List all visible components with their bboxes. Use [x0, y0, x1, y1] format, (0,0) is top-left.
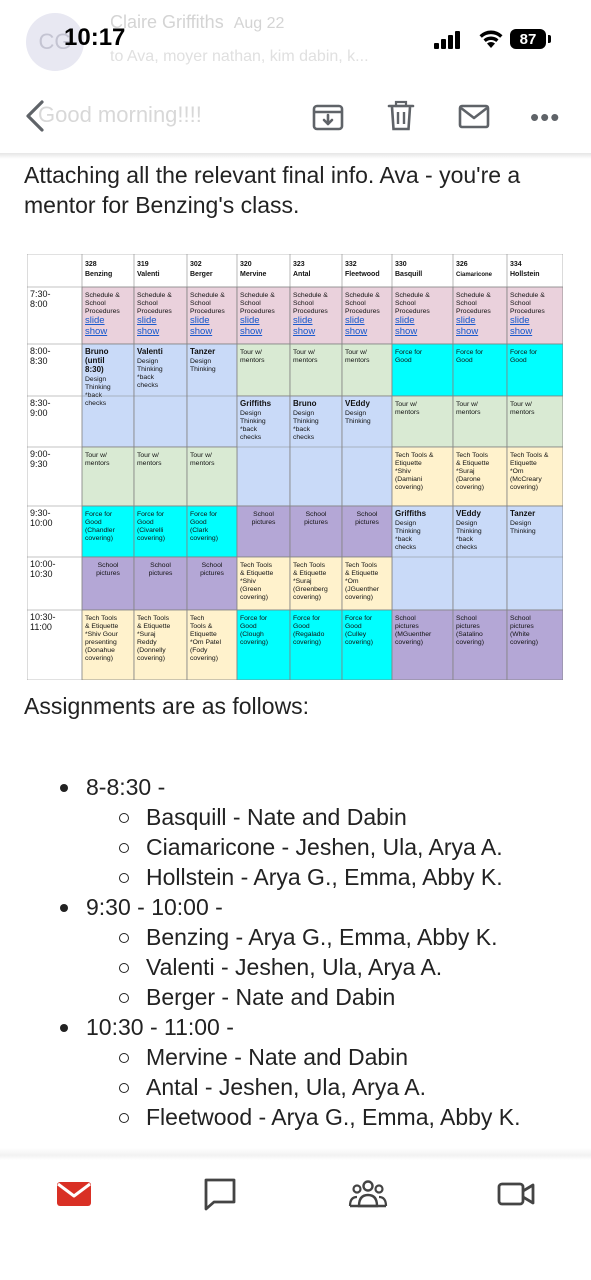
- column-teacher: Fleetwood: [345, 271, 380, 278]
- cell-text: (Greenberg: [293, 586, 328, 593]
- cell-text: Procedures: [190, 308, 225, 315]
- cell-text: *back: [293, 426, 311, 433]
- cell-text: Thinking: [510, 528, 536, 535]
- cell-heading: Tanzer: [510, 509, 536, 518]
- cell-text: Tech Tools: [345, 562, 377, 569]
- cell-text: covering): [137, 655, 165, 662]
- cell-text: School: [150, 562, 171, 569]
- cell-text: Tech Tools: [456, 452, 488, 459]
- cell-text: Good: [510, 357, 527, 364]
- cell-heading: Bruno: [85, 347, 109, 356]
- cell-text: School: [97, 562, 119, 569]
- cell-text: *Shiv: [240, 578, 256, 585]
- column-teacher: Valenti: [137, 271, 160, 278]
- slideshow-link: slide: [395, 315, 415, 326]
- slideshow-link: show: [137, 326, 160, 337]
- cell-text: (Fody: [190, 647, 208, 654]
- cell-text: presenting: [85, 639, 117, 646]
- message-intro: Attaching all the relevant final info. Ava - you're a mentor for Benzing's class.: [24, 162, 521, 218]
- cell-text: Tour w/: [345, 349, 367, 356]
- cell-text: covering): [240, 594, 268, 601]
- cell-text: covering): [85, 535, 113, 542]
- cell-text: Procedures: [395, 308, 430, 315]
- cell-text: pictures: [304, 519, 328, 526]
- cell-text: pictures: [148, 570, 173, 577]
- cell-text: mentors: [293, 357, 318, 364]
- cell-text: checks: [456, 544, 478, 551]
- assignment-item: Valenti - Jeshen, Ula, Arya A.: [146, 952, 521, 982]
- cell-text: (McCreary: [510, 476, 542, 483]
- cell-text: *Suraj: [137, 631, 156, 638]
- cell-text: Good: [85, 519, 102, 526]
- cell-text: School: [510, 615, 531, 622]
- more-options-icon[interactable]: •••: [530, 102, 561, 132]
- cell-text: Schedule &: [240, 292, 275, 299]
- assignment-time: 9:30 - 10:00 -: [86, 894, 223, 920]
- assignment-item: Ciamaricone - Jeshen, Ula, Arya A.: [146, 832, 521, 862]
- cell-text: covering): [85, 655, 113, 662]
- cell-text: covering): [395, 484, 423, 491]
- sent-date: Aug 22: [233, 15, 285, 32]
- cell-text: Design: [395, 520, 417, 527]
- cell-text: Schedule &: [190, 292, 225, 299]
- cell-text: Design: [85, 376, 107, 383]
- cell-text: (Donahue: [85, 647, 115, 654]
- header-divider: [0, 153, 591, 159]
- cell-text: pictures: [355, 519, 379, 526]
- cell-text: Schedule &: [137, 292, 172, 299]
- cell-text: pictures: [510, 623, 534, 630]
- cell-text: *back: [240, 426, 258, 433]
- wifi-icon: [477, 27, 505, 49]
- cell-text: Etiquette: [395, 460, 422, 467]
- signal-icon: [434, 31, 464, 49]
- column-teacher: Basquill: [395, 271, 423, 278]
- cell-text: (Regalado: [293, 631, 325, 638]
- assignment-item: Mervine - Nate and Dabin: [146, 1042, 521, 1072]
- cell-text: Good: [395, 357, 412, 364]
- cell-text: Thinking: [240, 418, 266, 425]
- cell-text: checks: [293, 434, 315, 441]
- cell-text: *back: [85, 392, 103, 399]
- cell-text: (JGuenther: [345, 586, 380, 593]
- sender-name-text: Claire Griffiths: [110, 12, 224, 32]
- cell-text: (MGuenther: [395, 631, 432, 638]
- cell-text: mentors: [345, 357, 370, 364]
- cell-text: covering): [456, 484, 484, 491]
- cell-text: (Chandler: [85, 527, 115, 534]
- cell-text: checks: [85, 400, 107, 407]
- slideshow-link: slide: [240, 315, 260, 326]
- cell-text: Schedule &: [345, 292, 380, 299]
- column-room: 332: [345, 261, 357, 268]
- cell-text: *Om: [345, 578, 359, 585]
- cell-text: School: [510, 300, 531, 307]
- cell-text: School: [293, 300, 314, 307]
- cell-text: Good: [456, 357, 473, 364]
- battery-tip: [548, 35, 551, 43]
- time-label: 8:30: [30, 356, 48, 366]
- cell-text: Thinking: [85, 384, 111, 391]
- cell-text: Design: [190, 358, 212, 365]
- cell-text: *Om: [510, 468, 524, 475]
- column-room: 334: [510, 261, 522, 268]
- cell-heading: Griffiths: [395, 509, 427, 518]
- cell-text: Design: [510, 520, 532, 527]
- cell-heading: VEddy: [456, 509, 481, 518]
- cell-text: covering): [510, 639, 538, 646]
- cell-text: School: [345, 300, 366, 307]
- cell-text: Thinking: [137, 366, 163, 373]
- bottom-nav: [0, 1160, 591, 1280]
- slideshow-link: show: [345, 326, 368, 337]
- slideshow-link: slide: [137, 315, 157, 326]
- cell-text: & Etiquette: [345, 570, 379, 577]
- cell-text: Schedule &: [395, 292, 430, 299]
- cell-text: Procedures: [293, 308, 328, 315]
- cell-text: Tour w/: [190, 452, 212, 459]
- cell-heading: (until: [85, 356, 105, 365]
- cell-text: Tour w/: [240, 349, 262, 356]
- cell-text: (Darone: [456, 476, 481, 483]
- time-label: 8:00: [30, 299, 48, 309]
- cell-text: pictures: [96, 570, 120, 577]
- cell-text: Tech Tools: [293, 562, 325, 569]
- cell-text: checks: [395, 544, 417, 551]
- assignment-group: [56, 1012, 521, 1132]
- cell-text: Good: [240, 623, 257, 630]
- cell-text: School: [253, 511, 274, 518]
- cell-text: covering): [345, 639, 373, 646]
- cell-text: Reddy: [137, 639, 157, 646]
- subject-line: Good morning!!!!: [38, 102, 202, 127]
- column-teacher: Benzing: [85, 271, 113, 278]
- cell-text: *Suraj: [456, 468, 475, 475]
- sender-name: [110, 12, 284, 33]
- cell-text: Tools &: [190, 623, 213, 630]
- cell-text: Tech Tools: [85, 615, 117, 622]
- time-label: 8:00-: [30, 346, 51, 356]
- assignment-time: 8-8:30 -: [86, 774, 166, 800]
- cell-text: Tech Tools &: [395, 452, 434, 459]
- cell-text: School: [240, 300, 261, 307]
- time-label: 10:00-: [30, 559, 56, 569]
- cell-text: Thinking: [190, 366, 216, 373]
- slideshow-link: slide: [345, 315, 365, 326]
- cell-text: Thinking: [395, 528, 421, 535]
- cell-text: mentors: [395, 409, 420, 416]
- slideshow-link: slide: [510, 315, 530, 326]
- cell-text: Tour w/: [137, 452, 159, 459]
- recipients-line: to Ava, moyer nathan, kim dabin, k...: [110, 48, 369, 65]
- schedule-image: [27, 254, 563, 680]
- cell-text: Tech Tools: [137, 615, 169, 622]
- slideshow-link: show: [456, 326, 479, 337]
- cell-text: Force for: [456, 349, 484, 356]
- cell-text: covering): [190, 535, 218, 542]
- status-bar: [0, 0, 591, 80]
- assignments-heading: Assignments are as follows:: [24, 693, 310, 719]
- cell-text: mentors: [456, 409, 481, 416]
- cell-text: covering): [190, 655, 218, 662]
- column-room: 320: [240, 261, 252, 268]
- cell-text: School: [190, 300, 211, 307]
- cell-text: Tech: [190, 615, 205, 622]
- cell-heading: Valenti: [137, 347, 163, 356]
- cell-text: Procedures: [510, 308, 545, 315]
- slideshow-link: show: [510, 326, 533, 337]
- cell-heading: VEddy: [345, 399, 370, 408]
- assignment-item: Fleetwood - Arya G., Emma, Abby K.: [146, 1104, 521, 1130]
- mail-icon[interactable]: [457, 100, 491, 132]
- cell-text: (Damiani: [395, 476, 423, 483]
- cell-text: Good: [293, 623, 310, 630]
- cell-text: Etiquette: [510, 460, 537, 467]
- cell-text: (White: [510, 631, 530, 638]
- time-label: 10:00: [30, 518, 53, 528]
- time-label: 9:00-: [30, 449, 51, 459]
- column-teacher: Mervine: [240, 271, 267, 278]
- cell-text: *Om Patel: [190, 639, 221, 646]
- cell-text: & Etiquette: [240, 570, 274, 577]
- cell-text: (Clough: [240, 631, 264, 638]
- column-room: 319: [137, 261, 149, 268]
- cell-text: Good: [345, 623, 362, 630]
- column-room: 330: [395, 261, 407, 268]
- cell-text: Force for: [190, 511, 218, 518]
- cell-text: Force for: [85, 511, 113, 518]
- cell-text: Tour w/: [510, 401, 532, 408]
- cell-text: & Etiquette: [137, 623, 171, 630]
- cell-text: mentors: [85, 460, 110, 467]
- chat-icon[interactable]: [200, 1176, 240, 1212]
- cell-text: (Culley: [345, 631, 367, 638]
- cell-text: covering): [293, 639, 321, 646]
- spaces-icon[interactable]: [348, 1176, 388, 1212]
- cell-text: & Etiquette: [456, 460, 490, 467]
- cell-text: *Shiv Gour: [85, 631, 118, 638]
- gmail-icon[interactable]: [54, 1176, 94, 1212]
- assignment-item: Hollstein - Arya G., Emma, Abby K.: [146, 862, 521, 892]
- cell-text: School: [456, 615, 477, 622]
- slideshow-link: slide: [293, 315, 313, 326]
- cell-text: (Clark: [190, 527, 209, 534]
- cell-text: pictures: [456, 623, 480, 630]
- cell-text: Design: [456, 520, 478, 527]
- battery-level: 87: [510, 29, 546, 49]
- assignment-time: 10:30 - 11:00 -: [86, 1014, 234, 1040]
- slideshow-link: show: [190, 326, 213, 337]
- cell-text: Procedures: [85, 308, 120, 315]
- cell-text: & Etiquette: [293, 570, 327, 577]
- assignment-item: Basquill - Nate and Dabin: [146, 802, 521, 832]
- assignment-group: [56, 772, 521, 892]
- time-label: 9:30: [30, 459, 48, 469]
- cell-heading: Bruno: [293, 399, 317, 408]
- cell-text: School: [456, 300, 477, 307]
- status-time: 10:17: [64, 24, 126, 51]
- assignment-group: [56, 892, 521, 1012]
- cell-text: Tour w/: [293, 349, 315, 356]
- cell-text: covering): [345, 594, 373, 601]
- video-icon[interactable]: [496, 1176, 536, 1212]
- cell-text: Force for: [395, 349, 423, 356]
- cell-text: Tour w/: [85, 452, 107, 459]
- cell-text: Design: [240, 410, 262, 417]
- cell-text: pictures: [200, 570, 224, 577]
- slideshow-link: slide: [190, 315, 210, 326]
- slideshow-link: show: [395, 326, 418, 337]
- cell-text: checks: [137, 382, 159, 389]
- cell-text: Tech Tools: [240, 562, 272, 569]
- cell-text: covering): [137, 535, 165, 542]
- slideshow-link: slide: [85, 315, 105, 326]
- cell-text: mentors: [240, 357, 265, 364]
- slideshow-link: show: [293, 326, 316, 337]
- column-room: 328: [85, 261, 97, 268]
- cell-text: Schedule &: [510, 292, 545, 299]
- archive-icon[interactable]: [311, 100, 345, 132]
- cell-text: mentors: [137, 460, 162, 467]
- cell-text: *Suraj: [293, 578, 312, 585]
- cell-text: School: [356, 511, 378, 518]
- cell-text: covering): [293, 594, 321, 601]
- cell-text: Schedule &: [293, 292, 328, 299]
- assignment-item: Antal - Jeshen, Ula, Arya A.: [146, 1072, 521, 1102]
- cell-text: Schedule &: [456, 292, 491, 299]
- sender-avatar: CG: [26, 13, 84, 71]
- cell-text: School: [395, 300, 416, 307]
- cell-text: Force for: [293, 615, 321, 622]
- cell-text: pictures: [395, 623, 419, 630]
- time-label: 11:00: [30, 622, 52, 632]
- slideshow-link: show: [85, 326, 108, 337]
- cell-text: School: [305, 511, 327, 518]
- assignment-item: Berger - Nate and Dabin: [146, 982, 521, 1012]
- cell-text: Design: [293, 410, 315, 417]
- cell-heading: Tanzer: [190, 347, 216, 356]
- column-teacher: Ciamaricone: [456, 272, 493, 278]
- cell-text: (Civarelli: [137, 527, 164, 534]
- cell-text: Tour w/: [456, 401, 478, 408]
- column-room: 323: [293, 261, 305, 268]
- cell-text: mentors: [190, 460, 215, 467]
- cell-text: Force for: [240, 615, 268, 622]
- cell-text: (Satalino: [456, 631, 483, 638]
- cell-text: mentors: [510, 409, 535, 416]
- cell-text: Good: [137, 519, 154, 526]
- cell-text: checks: [240, 434, 262, 441]
- slideshow-link: slide: [456, 315, 476, 326]
- assignments-list: [56, 772, 521, 1132]
- cell-text: Schedule &: [85, 292, 120, 299]
- cell-text: pictures: [251, 519, 276, 526]
- cell-text: Procedures: [137, 308, 172, 315]
- cell-text: *back: [456, 536, 474, 543]
- column-teacher: Hollstein: [510, 271, 540, 278]
- column-teacher: Berger: [190, 271, 213, 278]
- cell-text: Design: [137, 358, 159, 365]
- cell-text: Force for: [137, 511, 165, 518]
- cell-text: covering): [395, 639, 423, 646]
- cell-text: Tech Tools &: [510, 452, 549, 459]
- assignment-item: Benzing - Arya G., Emma, Abby K.: [146, 922, 521, 952]
- cell-text: *Shiv: [395, 468, 411, 475]
- cell-text: Procedures: [240, 308, 275, 315]
- time-label: 10:30: [30, 569, 53, 579]
- cell-text: School: [201, 562, 223, 569]
- bottom-nav-divider: [0, 1148, 591, 1160]
- cell-text: (Green: [240, 586, 262, 593]
- cell-text: (Donnelly: [137, 647, 166, 654]
- cell-text: Thinking: [456, 528, 482, 535]
- cell-text: Good: [190, 519, 207, 526]
- cell-text: Design: [345, 410, 367, 417]
- time-label: 10:30-: [30, 612, 56, 622]
- cell-text: *back: [137, 374, 155, 381]
- cell-text: Procedures: [456, 308, 491, 315]
- time-label: 7:30-: [30, 289, 51, 299]
- cell-text: Thinking: [345, 418, 371, 425]
- cell-text: School: [85, 300, 106, 307]
- cell-text: Etiquette: [190, 631, 217, 638]
- chevron-left-icon[interactable]: [20, 98, 50, 134]
- cell-text: covering): [456, 639, 484, 646]
- cell-text: & Etiquette: [85, 623, 119, 630]
- cell-text: Thinking: [293, 418, 319, 425]
- trash-icon[interactable]: [384, 100, 418, 132]
- time-label: 9:00: [30, 408, 48, 418]
- cell-text: covering): [240, 639, 268, 646]
- cell-text: Force for: [510, 349, 538, 356]
- cell-text: School: [395, 615, 416, 622]
- cell-text: Force for: [345, 615, 373, 622]
- cell-text: School: [137, 300, 158, 307]
- cell-text: *back: [395, 536, 413, 543]
- column-room: 302: [190, 261, 202, 268]
- message-toolbar: [0, 82, 591, 152]
- slideshow-link: show: [240, 326, 263, 337]
- cell-heading: 8:30): [85, 365, 104, 374]
- time-label: 8:30-: [30, 398, 51, 408]
- cell-text: Procedures: [345, 308, 380, 315]
- cell-heading: Griffiths: [240, 399, 272, 408]
- column-room: 326: [456, 261, 468, 268]
- cell-text: Tour w/: [395, 401, 417, 408]
- column-teacher: Antal: [293, 271, 311, 278]
- time-label: 9:30-: [30, 508, 51, 518]
- schedule-grid: [27, 254, 563, 680]
- cell-text: covering): [510, 484, 538, 491]
